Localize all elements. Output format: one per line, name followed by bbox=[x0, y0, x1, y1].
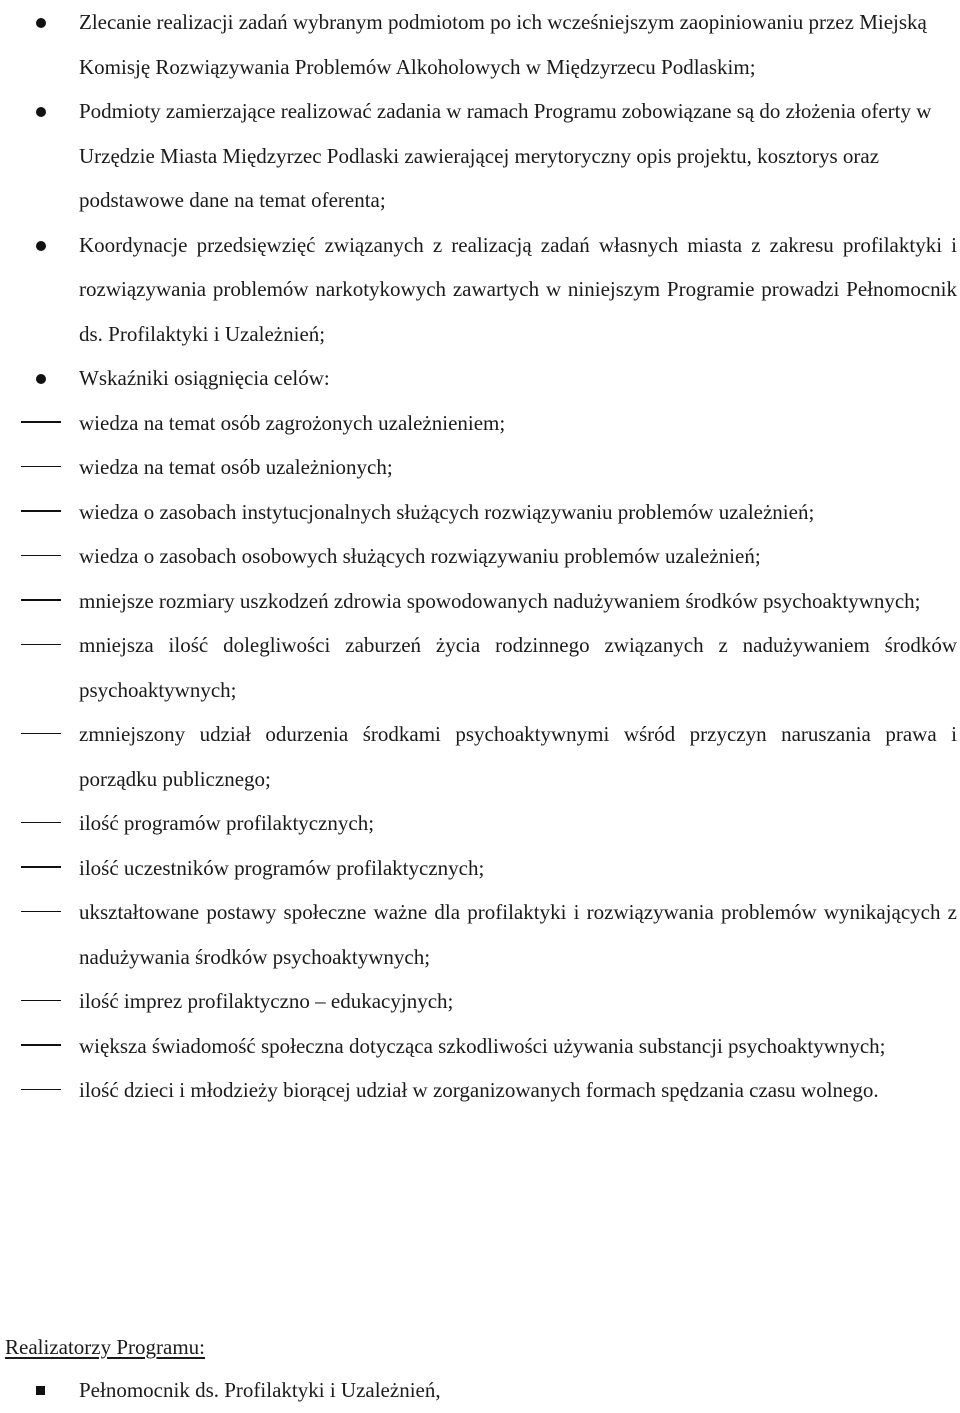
list-item bbox=[0, 534, 957, 579]
list-item-text: Podmioty zamierzające realizować zadania w ramach Programu zobowiązane są do złożenia oferty w Urzędzie Miasta Międzyrzec Podlaski zawierającej merytoryczny opis projektu, kosztorys oraz podstawowe dane na temat oferenta; bbox=[79, 99, 932, 212]
bullet-marker bbox=[0, 356, 79, 401]
list-item-text: Koordynacje przedsięwzięć związanych z realizacją zadań własnych miasta z zakresu profilaktyki i rozwiązywania problemów narkotykowych zawartych w niniejszym Programie prowadzi Pełnomocnik ds. Profilaktyki i Uzależnień; bbox=[79, 232, 957, 346]
bullet-marker bbox=[0, 445, 79, 490]
list-item-text: mniejsza ilość dolegliwości zaburzeń życia rodzinnego związanych z nadużywaniem środków psychoaktywnych; bbox=[79, 633, 957, 702]
bullet-dash-icon bbox=[21, 644, 61, 646]
list-item-text: wiedza o zasobach instytucjonalnych służących rozwiązywaniu problemów uzależnień; bbox=[79, 499, 815, 524]
list-item-text: Pełnomocnik ds. Profilaktyki i Uzależnień, bbox=[79, 1378, 441, 1402]
list-item-text: ilość imprez profilaktyczno – edukacyjnych; bbox=[79, 989, 454, 1013]
bullet-dot-icon bbox=[36, 241, 46, 251]
bullet-dash-icon bbox=[21, 1044, 61, 1046]
bullet-marker bbox=[0, 890, 79, 935]
bullet-marker bbox=[0, 0, 79, 45]
list-item bbox=[0, 0, 957, 89]
section-heading-realizatorzy: Realizatorzy Programu: bbox=[5, 1335, 206, 1359]
list-item-text: wiedza na temat osób zagrożonych uzależnieniem; bbox=[79, 410, 506, 435]
bullet-dash-icon bbox=[21, 555, 61, 557]
bullet-marker bbox=[0, 1024, 79, 1069]
bullet-dot-icon bbox=[36, 107, 46, 117]
bullet-dash-icon bbox=[21, 466, 61, 468]
bullet-dash-icon bbox=[21, 421, 61, 423]
bullet-marker bbox=[0, 1068, 79, 1113]
bullet-dot-icon bbox=[36, 374, 46, 384]
list-item-text: mniejsze rozmiary uszkodzeń zdrowia spowodowanych nadużywaniem środków psychoaktywnych; bbox=[79, 588, 921, 613]
list-item bbox=[0, 801, 957, 846]
list-item bbox=[0, 712, 957, 801]
list-item-text: ilość programów profilaktycznych; bbox=[79, 811, 375, 835]
list-item bbox=[0, 401, 957, 446]
list-item bbox=[0, 89, 957, 223]
bullet-marker bbox=[0, 534, 79, 579]
bullet-marker bbox=[0, 579, 79, 624]
bullet-dash-icon bbox=[21, 822, 61, 824]
list-item-text: wiedza o zasobach osobowych służących rozwiązywaniu problemów uzależnień; bbox=[79, 544, 761, 568]
list-item bbox=[0, 490, 957, 535]
list-item-text: ukształtowane postawy społeczne ważne dla profilaktyki i rozwiązywania problemów wynikających z nadużywania środków psychoaktywnych; bbox=[79, 900, 957, 969]
list-item-text: wiedza na temat osób uzależnionych; bbox=[79, 455, 393, 479]
bullet-marker bbox=[0, 1368, 79, 1413]
list-item bbox=[0, 979, 957, 1024]
list-item-text: Wskaźniki osiągnięcia celów: bbox=[79, 366, 330, 390]
bullet-dash-icon bbox=[21, 911, 61, 913]
bullet-marker bbox=[0, 712, 79, 757]
bullet-marker bbox=[0, 401, 79, 446]
bullet-marker bbox=[0, 801, 79, 846]
list-item bbox=[0, 623, 957, 712]
bullet-marker bbox=[0, 623, 79, 668]
list-item bbox=[0, 356, 957, 401]
list-item bbox=[0, 223, 957, 357]
bullet-dash-icon bbox=[21, 510, 61, 512]
bullet-marker bbox=[0, 979, 79, 1024]
bullet-dot-icon bbox=[36, 18, 46, 28]
list-item bbox=[0, 890, 957, 979]
list-item bbox=[0, 579, 957, 624]
bullet-dash-icon bbox=[21, 733, 61, 735]
list-item bbox=[0, 1068, 957, 1113]
list-item bbox=[0, 846, 957, 891]
list-item-text: Zlecanie realizacji zadań wybranym podmiotom po ich wcześniejszym zaopiniowaniu przez Miejską Komisję Rozwiązywania Problemów Alkoholowych w Międzyrzecu Podlaskim; bbox=[79, 10, 927, 79]
bullet-dash-icon bbox=[21, 1089, 61, 1091]
list-item bbox=[0, 445, 957, 490]
list-item-text: większa świadomość społeczna dotycząca szkodliwości używania substancji psychoaktywnych; bbox=[79, 1033, 886, 1058]
list-item bbox=[0, 1024, 957, 1069]
list-item-text: zmniejszony udział odurzenia środkami psychoaktywnymi wśród przyczyn naruszania prawa i porządku publicznego; bbox=[79, 722, 957, 791]
list-item-text: ilość dzieci i młodzieży biorącej udział w zorganizowanych formach spędzania czasu wolnego. bbox=[79, 1078, 879, 1102]
list-item bbox=[0, 1368, 957, 1413]
bullet-marker bbox=[0, 846, 79, 891]
bullet-dash-icon bbox=[21, 1000, 61, 1002]
bullet-dash-icon bbox=[21, 866, 61, 868]
realizatorzy-list bbox=[0, 1368, 960, 1413]
list-item-text: ilość uczestników programów profilaktycznych; bbox=[79, 855, 485, 880]
bullet-marker bbox=[0, 89, 79, 134]
bullet-square-icon bbox=[36, 1386, 45, 1395]
bullet-marker bbox=[0, 490, 79, 535]
bullet-dash-icon bbox=[21, 599, 61, 601]
bullet-marker bbox=[0, 223, 79, 268]
